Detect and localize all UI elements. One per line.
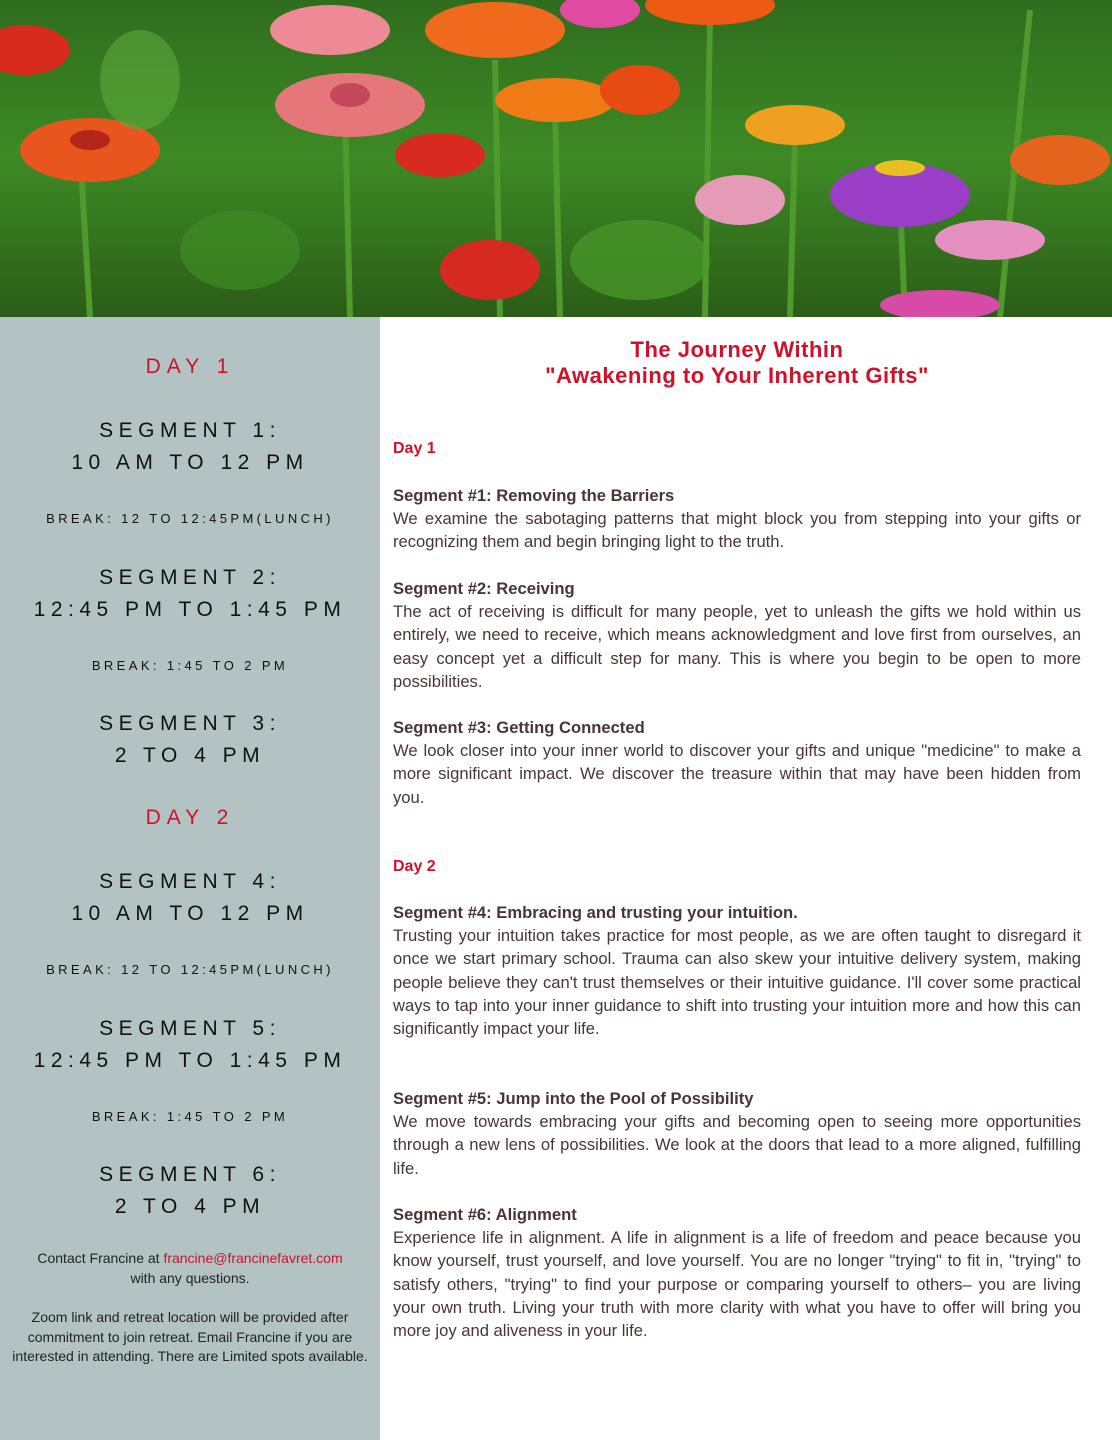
program-description — [393, 337, 1081, 1341]
contact-prefix: Contact Francine at — [37, 1250, 164, 1266]
segment1-time — [0, 415, 380, 479]
break4: BREAK: 1:45 TO 2 PM — [91, 1109, 289, 1124]
segment-text: The act of receiving is difficult for many people, yet to unleash the gifts we hold within us entirely, we need to receive, which means acknowledgment and love first from ourselves, an easy concept yet a difficult step for many. This is where you begin to be open to more possibilities. — [393, 602, 1081, 691]
segment-label: SEGMENT 4: — [99, 870, 281, 893]
segment-title: Segment #1: Removing the Barriers — [393, 486, 675, 505]
break3: BREAK: 12 TO 12:45PM(LUNCH) — [46, 962, 334, 977]
segment-time: 12:45 PM TO 1:45 PM — [33, 598, 347, 621]
title-line1: The Journey Within — [630, 337, 844, 362]
segment-label: SEGMENT 5: — [99, 1017, 281, 1040]
zinnia-flowers-illustration — [0, 0, 1112, 317]
segment4-time — [0, 866, 380, 930]
contact-info — [0, 1249, 380, 1288]
segment3-time — [0, 708, 380, 772]
segment2-time — [0, 562, 380, 626]
page-title — [393, 337, 1081, 389]
day1-heading: DAY 1 — [145, 355, 235, 378]
segment-title: Segment #2: Receiving — [393, 579, 575, 598]
segment-title: Segment #6: Alignment — [393, 1205, 577, 1224]
segment-text: We examine the sabotaging patterns that might block you from stepping into your gifts or recognizing them and begin bringing light to the truth. — [393, 509, 1081, 552]
segment-time: 10 AM TO 12 PM — [71, 902, 309, 925]
contact-suffix: with any questions. — [130, 1269, 250, 1286]
day2-label: Day 2 — [393, 858, 436, 875]
segment-title: Segment #5: Jump into the Pool of Possibility — [393, 1089, 754, 1108]
break1: BREAK: 12 TO 12:45PM(LUNCH) — [46, 511, 334, 526]
day1-label: Day 1 — [393, 440, 436, 457]
segment-4 — [393, 901, 1081, 1040]
segment-2 — [393, 577, 1081, 693]
segment5-time — [0, 1013, 380, 1077]
segment-text: We move towards embracing your gifts and becoming open to seeing more opportunities through a new lens of possibilities. We look at the doors that lead to a more aligned, fulfilling life. — [393, 1112, 1081, 1178]
segment-text: We look closer into your inner world to discover your gifts and unique "medicine" to make a more significant impact. We discover the treasure within that may have been hidden from you. — [393, 741, 1081, 807]
day2-heading: DAY 2 — [145, 806, 235, 829]
segment6-time — [0, 1159, 380, 1223]
segment-time: 12:45 PM TO 1:45 PM — [33, 1049, 347, 1072]
segment-label: SEGMENT 6: — [99, 1163, 281, 1186]
contact-email-link[interactable]: francine@francinefavret.com — [163, 1250, 343, 1266]
retreat-note: Zoom link and retreat location will be provided after commitment to join retreat. Email Francine if you are interested in attending. There are Limited spots available. — [12, 1309, 368, 1364]
segment-time: 2 TO 4 PM — [114, 1195, 266, 1218]
segment-time: 2 TO 4 PM — [114, 744, 266, 767]
segment-text: Experience life in alignment. A life in alignment is a life of freedom and peace because you know yourself, trust yourself, and love yourself. You are no longer "trying" to fit in, "trying" to satisfy others, "trying" to find your purpose or comparing yourself to others– you are living your own truth. Living your truth with more clarity with what you have to offer will bring you more joy and aliveness in your life. — [393, 1228, 1081, 1341]
segment-label: SEGMENT 1: — [99, 419, 281, 442]
hero-flower-image — [0, 0, 1112, 317]
segment-time: 10 AM TO 12 PM — [71, 451, 309, 474]
segment-title: Segment #4: Embracing and trusting your intuition. — [393, 903, 798, 922]
segment-3 — [393, 716, 1081, 809]
segment-5 — [393, 1087, 1081, 1180]
break2: BREAK: 1:45 TO 2 PM — [91, 658, 289, 673]
segment-label: SEGMENT 2: — [99, 566, 281, 589]
segment-6 — [393, 1203, 1081, 1342]
segment-label: SEGMENT 3: — [99, 712, 281, 735]
title-line2: "Awakening to Your Inherent Gifts" — [545, 363, 929, 388]
segment-1 — [393, 484, 1081, 554]
schedule-sidebar — [0, 317, 380, 1440]
segment-text: Trusting your intuition takes practice for most people, as we are often taught to disregard it once we start primary school. Trauma can also skew your intuitive delivery system, making people believe they can't trust themselves or their intuitive guidance. I'll cover some practical ways to tap into your inner guidance to shift into trusting your intuition more and how this can significantly impact your life. — [393, 926, 1081, 1039]
segment-title: Segment #3: Getting Connected — [393, 718, 645, 737]
